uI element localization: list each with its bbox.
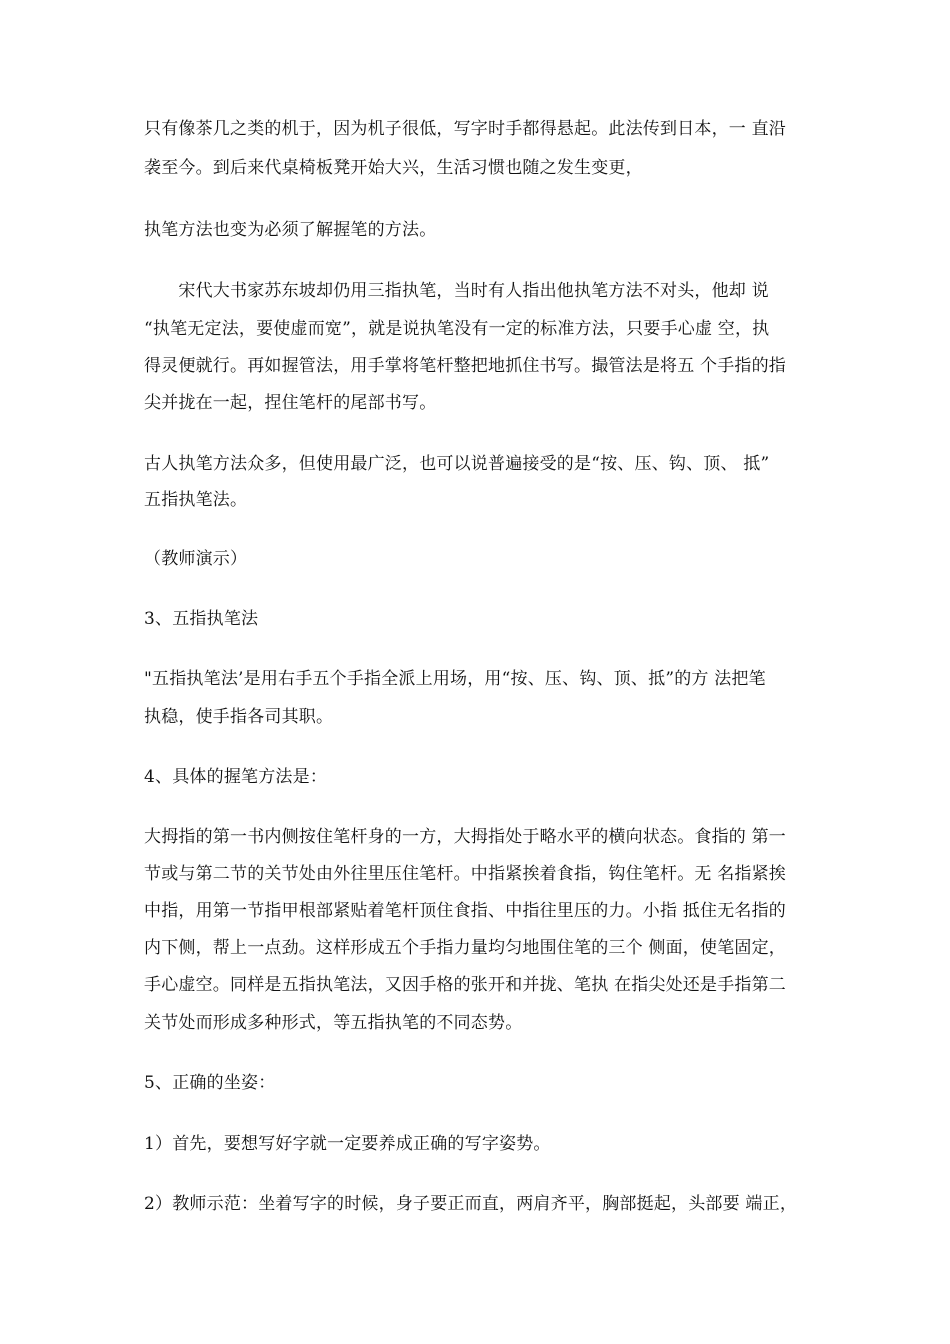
section-heading: 3、五指执笔法 bbox=[144, 609, 259, 629]
text-line: 宋代大书家苏东坡却仍用三指执笔，当时有人指出他执笔方法不对头，他却 说 bbox=[144, 281, 769, 301]
section-heading: 5、正确的坐姿： bbox=[144, 1073, 276, 1093]
text-line: （教师演示） bbox=[144, 549, 248, 569]
text-line: 关节处而形成多种形式，等五指执笔的不同态势。 bbox=[144, 1013, 523, 1033]
text-line: 五指执笔法。 bbox=[144, 490, 248, 510]
text-line: 2）教师示范：坐着写字的时候，身子要正而直，两肩齐平，胸部挺起，头部要 端正， bbox=[144, 1194, 798, 1214]
text-line: "五指执笔法’是用右手五个手指全派上用场，用“按、压、钩、顶、抵”的方 法把笔 bbox=[144, 669, 766, 689]
text-line: 古人执笔方法众多，但使用最广泛，也可以说普遍接受的是“按、压、钩、顶、 抵” bbox=[144, 454, 770, 474]
text-line: 内下侧，帮上一点劲。这样形成五个手指力量均匀地围住笔的三个 侧面，使笔固定， bbox=[144, 938, 787, 958]
text-line: 袭至今。到后来代桌椅板凳开始大兴，生活习惯也随之发生变更， bbox=[144, 158, 643, 178]
text-line: 大拇指的第一书内侧按住笔杆身的一方，大拇指处于略水平的横向状态。食指的 第一 bbox=[144, 827, 787, 847]
section-heading: 4、具体的握笔方法是： bbox=[144, 767, 328, 787]
text-line: 执稳，使手指各司其职。 bbox=[144, 707, 334, 727]
text-line: 手心虚空。同样是五指执笔法，又因手格的张开和并拢、笔执 在指尖处还是手指第二 bbox=[144, 975, 787, 995]
text-line: “执笔无定法，要使虚而宽”，就是说执笔没有一定的标准方法，只要手心虚 空，执 bbox=[144, 319, 770, 339]
text-line: 执笔方法也变为必须了解握笔的方法。 bbox=[144, 220, 437, 240]
text-line: 只有像茶几之类的机于，因为机子很低，写字时手都得悬起。此法传到日本，一 直沿 bbox=[144, 119, 787, 139]
text-line: 1）首先，要想写好字就一定要养成正确的写字姿势。 bbox=[144, 1134, 551, 1154]
text-line: 尖并拢在一起，捏住笔杆的尾部书写。 bbox=[144, 393, 437, 413]
text-line: 得灵便就行。再如握管法，用手掌将笔杆整把地抓住书写。撮管法是将五 个手指的指 bbox=[144, 356, 787, 376]
text-line: 节或与第二节的关节处由外往里压住笔杆。中指紧挨着食指，钩住笔杆。无 名指紧挨 bbox=[144, 864, 787, 884]
text-line: 中指，用第一节指甲根部紧贴着笔杆顶住食指、中指往里压的力。小指 抵住无名指的 bbox=[144, 901, 787, 921]
